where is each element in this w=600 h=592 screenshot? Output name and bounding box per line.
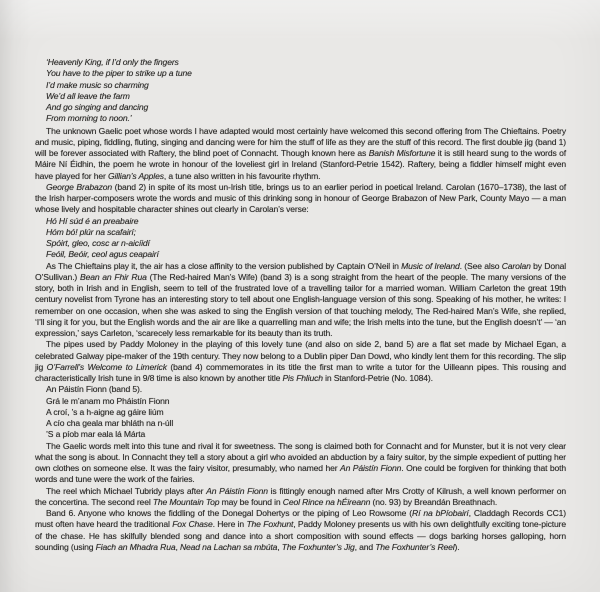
italic-title-text: Music of Ireland xyxy=(401,260,460,271)
verse-line: Hóm bó! plúr na scafairí; xyxy=(46,226,136,237)
body-text: may be found in xyxy=(219,496,283,507)
italic-title-text: The Foxhunter’s Reel xyxy=(375,541,455,552)
gaelic-verse xyxy=(46,216,566,261)
italic-title-text: Bean an Fhir Rua xyxy=(79,271,147,282)
opening-poem xyxy=(46,57,566,125)
verse-line: A cío cha geala mar bhláth na n-úll xyxy=(46,418,174,428)
italic-title-text: Fox Chase xyxy=(172,519,213,530)
body-text: . One could be forgiven for thinking that both words and tune were the work of the fairies. xyxy=(35,463,567,485)
italic-title-text: O’Farrell’s Welcome to Limerick xyxy=(46,361,167,372)
body-text: . Here in xyxy=(212,519,247,530)
body-text: , and xyxy=(354,541,376,552)
italic-title-text: Carolan xyxy=(501,260,531,271)
italic-title-text: Nead na Lachan sa mbúta xyxy=(179,541,278,552)
body-text: , xyxy=(277,541,282,552)
body-text: The pipes used by Paddy Moloney in the playing of this lovely tune (and also on side 2, band 5) are a flat set made by Michael Egan, a celebrated Galway pipe-maker of the 19th century. They now belong to a Dublin piper Dan Dowd, who kindly lent them for this recording. The slip jig xyxy=(35,339,566,372)
poem-line: And go singing and dancing xyxy=(46,102,149,112)
italic-title-text: Ceol Rince na hÉireann xyxy=(282,496,371,507)
body-text: , Claddagh Records CC1) must often have heard the traditional xyxy=(35,508,566,530)
paragraph xyxy=(35,486,566,509)
italic-title-text: Gillian’s Apples xyxy=(107,170,164,181)
italic-title-text: Banish Misfortune xyxy=(368,148,436,158)
poem-line: From morning to noon.’ xyxy=(46,113,132,124)
body-text: The reel which Michael Tubridy plays after xyxy=(46,485,207,496)
body-text: is fittingly enough named after Mrs Crotty of Kilrush, a well known performer on the concertina. The second reel xyxy=(35,485,567,507)
poem-line: ‘Heavenly King, if I’d only the fingers xyxy=(46,57,179,67)
gaelic-verse xyxy=(46,396,566,441)
poem-line: I’d make music so charming xyxy=(46,79,149,90)
italic-title-text: An Páistín Fionn xyxy=(206,485,268,496)
body-text: Band 6. Anyone who knows the fiddling of the Donegal Dohertys or the piping of Leo Rowsome ( xyxy=(46,508,413,518)
body-text: it is still heard sung to the words of Máire Ní Éidhin, the poem he wrote in honour of the loveliest girl in Ireland (Stanford-Petrie 1542). Raftery, being a fiddler himself might even have played for her xyxy=(35,148,567,181)
body-text: (no. 93) by Breandán Breathnach. xyxy=(370,496,498,507)
paragraph xyxy=(35,182,566,216)
body-text: , a tune also written in his favourite rhythm. xyxy=(163,170,321,181)
italic-title-text: The Mountain Top xyxy=(152,496,220,507)
paragraph xyxy=(35,339,566,384)
song-title-line xyxy=(46,384,566,395)
italic-title-text: Pis Fhliuch xyxy=(282,373,323,383)
body-text: . (See also xyxy=(459,260,502,271)
italic-title-text: The Foxhunter’s Jig xyxy=(281,541,355,552)
verse-line: Feóil, Beóir, ceol agus ceapairí xyxy=(46,249,159,260)
paragraph xyxy=(35,508,566,553)
body-text: (band 2) in spite of its most un-Irish title, brings us to an earlier period in poetical Ireland. Carolan (1670–1738), the last of the Irish harper-composers wrote the words and music of this drinking song in honour of George Brabazon of New Park, County Mayo — a man whose lively and hospitable character shines out clearly in Carolan’s verse: xyxy=(35,181,566,215)
body-text: , xyxy=(175,541,180,552)
body-text: The unknown Gaelic poet whose words I have adapted would most certainly have welcomed this second offering from The Chieftains. Poetry and music, piping, fiddling, fluting, singing and dancing were for him the stuff of life as they are the stuff of this record. The first double jig (band 1) will be forever associated with Raftery, the blind poet of Connacht. Though known here as xyxy=(35,125,566,158)
italic-title-text: Rí na bPíobairí xyxy=(412,508,469,518)
liner-notes-page xyxy=(35,57,566,553)
body-text: The Gaelic words melt into this tune and rival it for sweetness. The song is claimed both for Connacht and for Munster, but it is not very clear what the song is about. In Connacht they tell a story about a girl who avoided an abduction by a fairy suitor, by the simple expedient of putting her own clothes on someone else. It was the fairy visitor, presumably, who named her xyxy=(35,440,566,473)
body-text: As The Chieftains play it, the air has a close affinity to the version published by Captain O’Neil in xyxy=(46,260,402,271)
verse-line: ’S a píob mar eala lá Márta xyxy=(46,429,146,440)
verse-line: Spóirt, gleo, cosc ar n-aicíidí xyxy=(46,238,150,248)
italic-title-text: The Foxhunt xyxy=(246,519,294,530)
paragraph xyxy=(35,441,566,486)
verse-line: Grá le m’anam mo Pháistín Fionn xyxy=(46,395,170,406)
body-text: (The Red-haired Man’s Wife) (band 3) is a song straight from the heart of the people. The many versions of the story, both in Irish and in English, seem to tell of the frustrated love of a travelling tailor for a married woman. William Carleton the great 19th century novelist from Tyrone has an interesting story to tell about one English-language version of this song. Speaking of his mother, he writes: I remember on one occasion, when she was asked to sing the English version of that touching melody, The Red-haired Man’s Wife, she replied, ‘I’ll sing it for you, but the English words and the air are like a quarrelling man and wife; the Irish melts into the tune, but the English doesn’t’ — ‘an expression,’ says Carleton, ‘scarecely less remarkable for its beauty than its truth. xyxy=(35,271,566,338)
italic-title-text: George Brabazon xyxy=(46,181,113,192)
verse-line: A croí, ’s a h-aigne ag gáire liúm xyxy=(46,406,164,417)
body-text: ). xyxy=(454,541,460,552)
italic-title-text: An Páistín Fionn xyxy=(339,463,402,473)
body-text: by Donal O’Sullivan.) xyxy=(35,260,566,282)
paragraph xyxy=(35,261,566,340)
verse-line: Hó Hí súd é an preabaire xyxy=(46,215,139,226)
poem-line: We’d all leave the farm xyxy=(46,90,130,101)
poem-line: You have to the piper to strike up a tune xyxy=(46,68,192,79)
italic-title-text: Fiach an Mhadra Rua xyxy=(95,541,176,552)
body-text: in Stanford-Petrie (No. 1084). xyxy=(322,373,433,383)
body-text: , Paddy Moloney presents us with his own delightfully exciting tone-picture of the chase. He has skilfully blended song and dance into a short composition with sound effects — dogs barking horses galloping, horn sounding (using xyxy=(35,519,566,552)
body-text: (band 4) commemorates in its title the first man to write a tutor for the Uilleann pipes. This rousing and characteristically Irish tune in 9/8 time is also known by another title xyxy=(35,361,566,383)
paragraph xyxy=(35,126,566,182)
body-text: An Páistín Fionn (band 5). xyxy=(46,384,142,395)
